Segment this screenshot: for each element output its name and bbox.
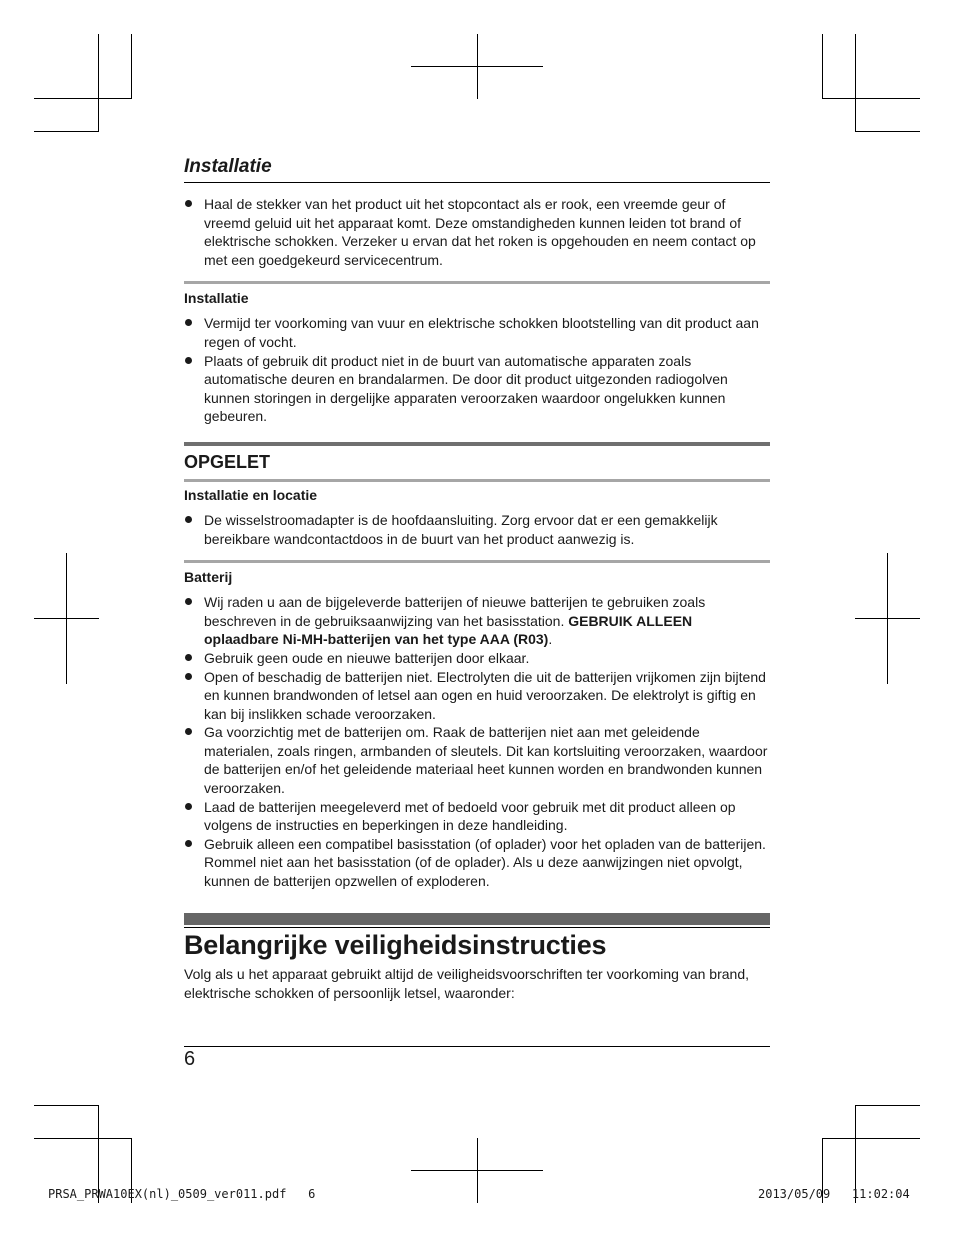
list-item: Gebruik alleen een compatibel basisstation (of oplader) voor het opladen van de batterijen. Rommel niet aan het basisstation (of de oplader). Als u deze aanwijzingen niet opvolgt, kunnen de batterijen opzwellen of exploderen. xyxy=(184,835,770,891)
title-bar xyxy=(184,913,770,925)
divider xyxy=(184,281,770,284)
divider xyxy=(184,927,770,928)
footer-timestamp: 2013/05/09 11:02:04 xyxy=(758,1187,910,1201)
bullet-text-end: . xyxy=(548,631,553,648)
locatie-bullet-list xyxy=(184,511,770,548)
list-item: Vermijd ter voorkoming van vuur en elektrische schokken blootstelling van dit product aan regen of vocht. xyxy=(184,314,770,351)
section-title: Installatie xyxy=(184,156,770,183)
locatie-heading: Installatie en locatie xyxy=(184,486,318,503)
footer-divider xyxy=(184,1046,770,1047)
list-item: Plaats of gebruik dit product niet in de buurt van automatische apparaten zoals automatische deuren en brandalarmen. De door dit product uitgezonden radiogolven kunnen storingen in dergelijke apparaten veroorzaken waardoor ongelukken kunnen gebeuren. xyxy=(184,352,770,426)
batterij-heading: Batterij xyxy=(184,569,233,586)
bullet-text: Wij raden u aan de bijgeleverde batterijen of nieuwe batterijen te gebruiken zoals beschreven in de gebruiksaanwijzing van het basisstation. xyxy=(204,594,706,629)
list-item: De wisselstroomadapter is de hoofdaansluiting. Zorg ervoor dat er een gemakkelijk bereikbare wandcontactdoos in de buurt van het product aanwezig is. xyxy=(184,511,770,548)
list-item: Laad de batterijen meegeleverd met of bedoeld voor gebruik met dit product alleen op volgens de instructies en beperkingen in deze handleiding. xyxy=(184,798,770,835)
installatie-heading: Installatie xyxy=(184,290,249,307)
page-title: Belangrijke veiligheidsinstructies xyxy=(184,929,607,960)
list-item: Gebruik geen oude en nieuwe batterijen door elkaar. xyxy=(184,649,770,668)
divider xyxy=(184,479,770,482)
intro-bullet-list xyxy=(184,195,770,269)
footer-file-name: PRSA_PRWA10EX(nl)_0509_ver011.pdf 6 xyxy=(48,1187,316,1201)
batterij-bullet-list xyxy=(184,593,770,891)
page-number: 6 xyxy=(184,1048,196,1070)
bullet-emphasis: GEBRUIK ALLEEN oplaadbare Ni-MH-batterijen van het type AAA (R03) xyxy=(204,612,693,648)
list-item xyxy=(184,593,770,649)
page-content xyxy=(184,150,770,1003)
divider xyxy=(184,442,770,446)
list-item: Ga voorzichtig met de batterijen om. Raak de batterijen niet aan met geleidende materialen, zoals ringen, armbanden of sleutels. Dit kan kortsluiting veroorzaken, waardoor de batterijen en/of het geleidende materiaal heet kunnen worden en brandwonden kunnen veroorzaken. xyxy=(184,723,770,797)
intro-paragraph: Volg als u het apparaat gebruikt altijd de veiligheidsvoorschriften ter voorkoming van brand, elektrische schokken of persoonlijk letsel, waaronder: xyxy=(184,965,749,1001)
installatie-bullet-list xyxy=(184,314,770,426)
opgelet-heading: OPGELET xyxy=(184,451,271,472)
divider xyxy=(184,560,770,563)
list-item: Open of beschadig de batterijen niet. Electrolyten die uit de batterijen vrijkomen zijn bijtend en kunnen brandwonden of letsel aan ogen en huid veroorzaken. De elektrolyt is giftig en kan bij inslikken schade veroorzaken. xyxy=(184,668,770,724)
list-item: Haal de stekker van het product uit het stopcontact als er rook, een vreemde geur of vreemd geluid uit het apparaat komt. Deze omstandigheden kunnen leiden tot brand of elektrische schokken. Verzeker u ervan dat het roken is opgehouden en neem contact op met een goedgekeurd servicecentrum. xyxy=(184,195,770,269)
